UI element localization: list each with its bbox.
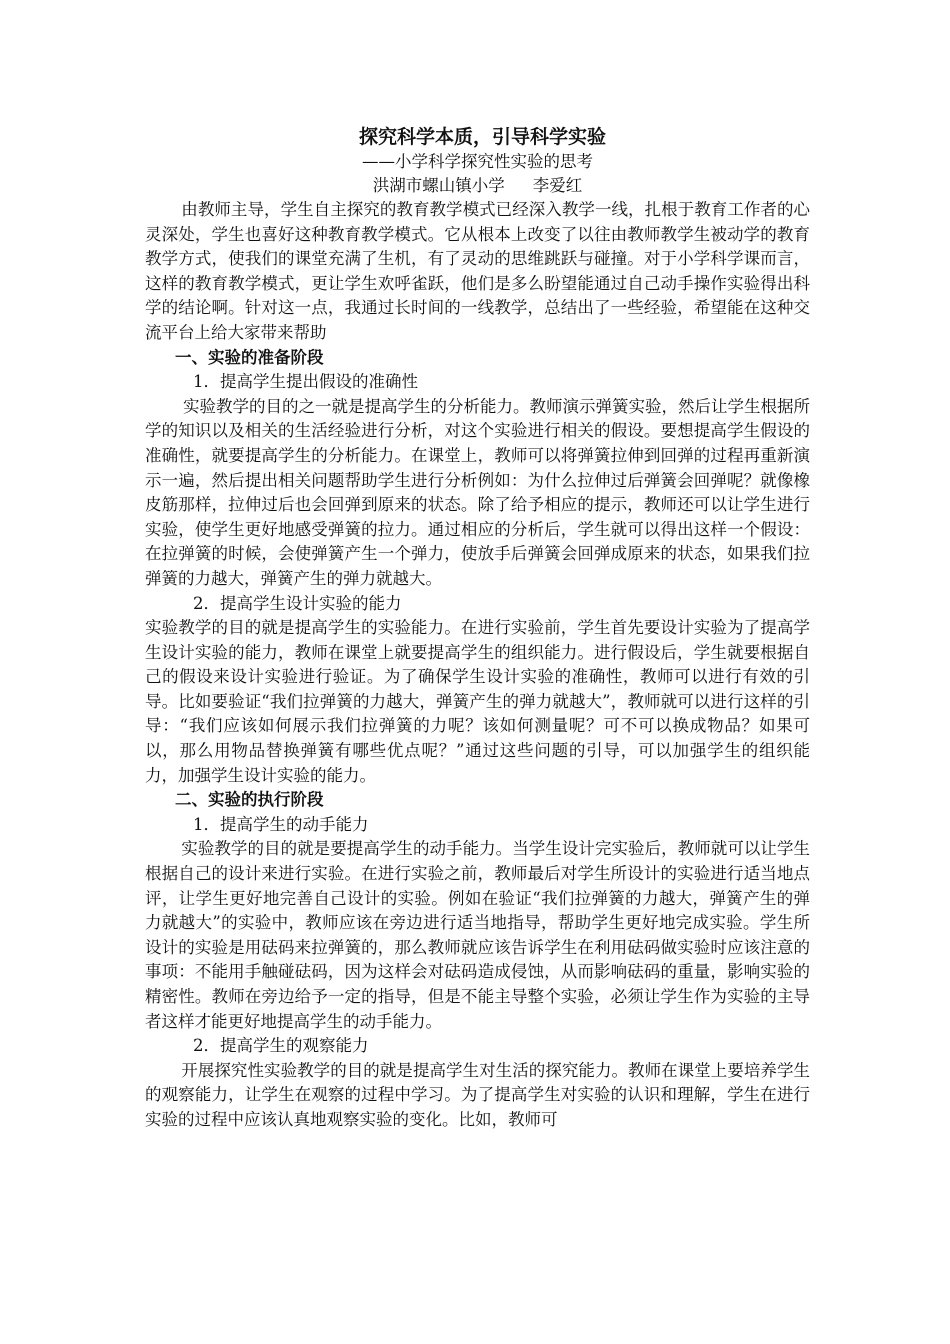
paragraph-1-1: 实验教学的目的之一就是提高学生的分析能力。教师演示弹簧实验，然后让学生根据所学的知识以及相关的生活经验进行分析，对这个实验进行相关的假设。要想提高学生假设的准确性，就要提高学生的分析能力。在课堂上，教师可以将弹簧拉伸到回弹的过程再重新演示一遍，然后提出相关问题帮助学生进行分析例如：为什么拉伸过后弹簧会回弹呢？就像橡皮筋那样，拉伸过后也会回弹到原来的状态。除了给予相应的提示，教师还可以让学生进行实验，使学生更好地感受弹簧的拉力。通过相应的分析后，学生就可以得出这样一个假设：在拉弹簧的时候，会使弹簧产生一个弹力，使放手后弹簧会回弹成原来的状态，如果我们拉弹簧的力越大，弹簧产生的弹力就越大。	[145, 396, 810, 588]
author-school: 洪湖市螺山镇小学	[372, 176, 505, 195]
author-line	[145, 174, 810, 198]
paragraph-2-1: 实验教学的目的就是要提高学生的动手能力。当学生设计完实验后，教师就可以让学生根据自己的设计来进行实验。在进行实验之前，教师最后对学生所设计的实验进行适当地点评，让学生更好地完善自己设计的实验。例如在验证“我们拉弹簧的力越大，弹簧产生的弹力就越大”的实验中，教师应该在旁边进行适当地指导，帮助学生更好地完成实验。学生所设计的实验是用砝码来拉弹簧的，那么教师就应该告诉学生在利用砝码做实验时应该注意的事项：不能用手触碰砝码，因为这样会对砝码造成侵蚀，从而影响砝码的重量，影响实验的精密性。教师在旁边给予一定的指导，但是不能主导整个实验，必须让学生作为实验的主导者这样才能更好地提高学生的动手能力。	[145, 839, 810, 1031]
author-name: 李爱红	[532, 176, 583, 195]
subsection-heading-2-1: 1．提高学生的动手能力	[193, 814, 369, 834]
subsection-heading-1-1: 1．提高学生提出假设的准确性	[193, 372, 418, 392]
document-title: 探究科学本质，引导科学实验	[358, 126, 606, 148]
section-heading-2: 二、实验的执行阶段	[175, 790, 324, 810]
subsection-heading-1-2: 2．提高学生设计实验的能力	[193, 593, 402, 613]
document-page	[145, 124, 810, 1133]
subsection-heading-2-2: 2．提高学生的观察能力	[193, 1036, 369, 1056]
section-heading-1: 一、实验的准备阶段	[175, 347, 324, 367]
intro-paragraph: 由教师主导，学生自主探究的教育教学模式已经深入教学一线，扎根于教育工作者的心灵深处，学生也喜好这种教育教学模式。它从根本上改变了以往由教师教学生被动学的教育教学方式，使我们的课堂充满了生机，有了灵动的思维跳跃与碰撞。对于小学科学课而言，这样的教育教学模式，更让学生欢呼雀跃，他们是多么盼望能通过自己动手操作实验得出科学的结论啊。针对这一点，我通过长时间的一线教学，总结出了一些经验，希望能在这种交流平台上给大家带来帮助	[145, 200, 810, 342]
paragraph-1-2: 实验教学的目的就是提高学生的实验能力。在进行实验前，学生首先要设计实验为了提高学生设计实验的能力，教师在课堂上就要提高学生的组织能力。进行假设后，学生就要根据自己的假设来设计实验进行验证。为了确保学生设计实验的准确性，教师可以进行有效的引导。比如要验证“我们拉弹簧的力越大，弹簧产生的弹力就越大”，教师就可以进行这样的引导：“我们应该如何展示我们拉弹簧的力呢？该如何测量呢？可不可以换成物品？如果可以，那么用物品替换弹簧有哪些优点呢？”通过这些问题的引导，可以加强学生的组织能力，加强学生设计实验的能力。	[145, 618, 810, 785]
document-subtitle: ——小学科学探究性实验的思考	[362, 152, 593, 171]
paragraph-2-2: 开展探究性实验教学的目的就是提高学生对生活的探究能力。教师在课堂上要培养学生的观察能力，让学生在观察的过程中学习。为了提高学生对实验的认识和理解，学生在进行实验的过程中应该认真地观察实验的变化。比如，教师可	[145, 1060, 810, 1129]
